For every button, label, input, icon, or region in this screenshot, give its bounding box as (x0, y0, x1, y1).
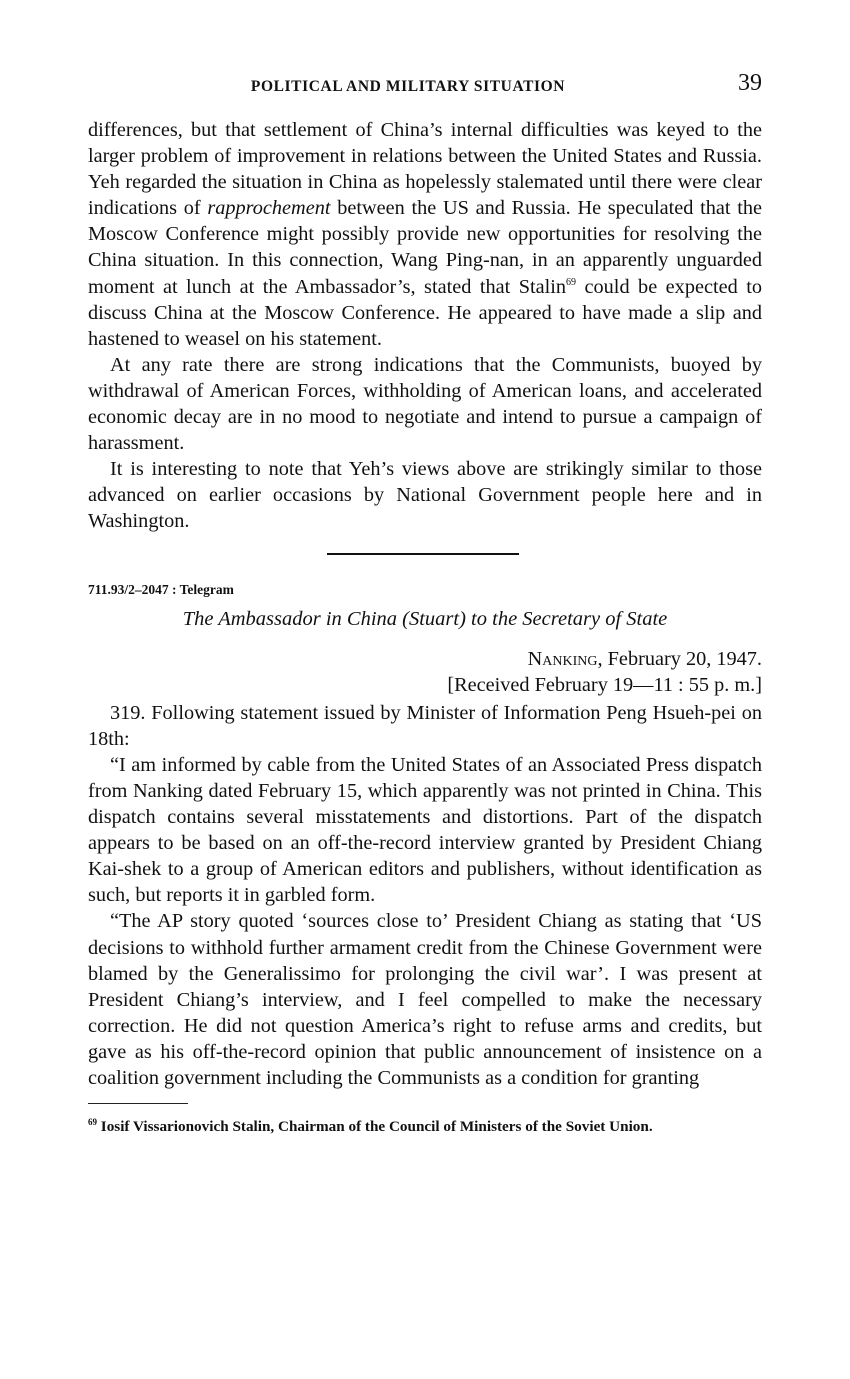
paragraph: “I am informed by cable from the United States of an Associated Press dispatch from Nanking dated February 15, which apparently was not printed in China. This dispatch contains several misstatements and distortions. Part of the dispatch appears to be based on an off-the-record interview granted by President Chiang Kai-shek to a group of American editors and publishers, without identification as such, but reports it in garbled form. (88, 753, 762, 907)
footnote-rule (88, 1103, 188, 1104)
section-divider (327, 553, 519, 555)
dateline-received: [Received February 19—11 : 55 p. m.] (447, 673, 762, 696)
paragraph: At any rate there are strong indications that the Communists, buoyed by withdrawal of American Forces, withholding of American loans, and accelerated economic decay are in no mood to negotiate and intend to pursue a campaign of harassment. (88, 353, 762, 455)
italic-term: rapprochement (207, 197, 331, 220)
paragraph: It is interesting to note that Yeh’s views above are strikingly similar to those advanced on earlier occasions by National Government people here and in Washington. (88, 458, 762, 533)
text-run: could be expected to discuss China at the Moscow Conference. He appeared to have made a slip and hastened to weasel on his statement. (88, 275, 762, 350)
running-header (88, 70, 762, 104)
text-run: between the US and Russia. He speculated that the Moscow Conference might possibly provide new opportunities for resolving the China situation. In this connection, Wang Ping-nan, in an apparently unguarded moment at lunch at the Ambassador’s, stated that Stalin (88, 197, 762, 298)
title-name: Stuart (408, 607, 460, 630)
page-number: 39 (738, 70, 762, 96)
dateline-place: Nanking (527, 647, 598, 670)
dateline-date: , February 20, 1947. (597, 647, 762, 670)
document-title (88, 606, 762, 632)
title-part: ) to the Secretary of State (459, 607, 668, 630)
dateline (88, 646, 762, 698)
document-page (88, 70, 762, 1136)
footnote-reference[interactable]: 69 (566, 276, 577, 288)
section-continued (88, 117, 762, 535)
title-part: The Ambassador in China ( (182, 607, 409, 630)
dateline-sent (88, 646, 762, 672)
footnote-text: Iosif Vissarionovich Stalin, Chairman of the Council of Ministers of the Soviet Union. (97, 1118, 653, 1136)
paragraph: “The AP story quoted ‘sources close to’ President Chiang as stating that ‘US decisions to withhold further armament credit from the Chinese Government were blamed by the Generalissimo for prolonging the civil war’. I was present at President Chiang’s interview, and I feel compelled to make the necessary correction. He did not question America’s right to refuse arms and credits, but gave as his off-the-record opinion that public announcement of insistence on a coalition government including the Communists as a condition for granting (88, 910, 762, 1089)
running-title: POLITICAL AND MILITARY SITUATION (250, 78, 566, 95)
paragraph: 319. Following statement issued by Minister of Information Peng Hsueh-pei on 18th: (88, 701, 762, 750)
telegram-body (88, 700, 762, 1091)
text-run: differences, but that settlement of China’s internal difficulties was keyed to the larger problem of improvement in relations between the United States and Russia. Yeh regarded the situation in China as hopelessly stalemated until there were clear indications of (88, 119, 762, 220)
file-reference: 711.93/2–2047 : Telegram (88, 581, 234, 597)
footnote (88, 1118, 762, 1136)
paragraph (88, 117, 762, 352)
footnote-mark: 69 (88, 1117, 97, 1128)
